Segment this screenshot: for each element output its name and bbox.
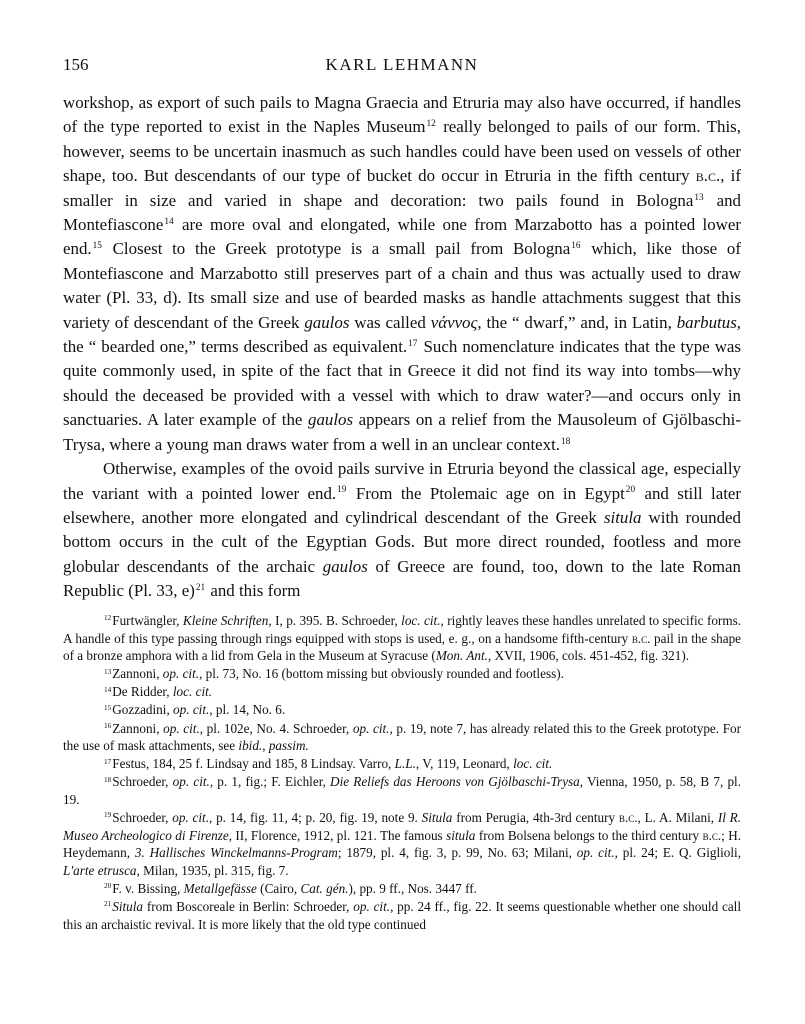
note-ref[interactable]: 16 bbox=[571, 241, 581, 252]
paragraph-1: workshop, as export of such pails to Magna Graecia and Etruria may also have occurred, if handles of the type reported to exist in the Naples Museum$^{12}$ really belonged to pails of our form. This, however, seems to be uncertain inasmuch as such handles could have been used on vessels of other shape, too. But descendants of our type of bucket do occur in Etruria in the fifth century b.c., if smaller in size and varied in shape and decoration: two pails found in Bologna$^{13}$ and Montefiascone$^{14}$ are more oval and elongated, while one from Marzabotto has a pointed lower end.$^{15}$ Closest to the Greek prototype is a small pail from Bologna$^{16}$ which, like those of Montefiascone and Marzabotto still preserves part of a chain and thus was actually used to draw water (Pl. 33, d). Its small size and use of bearded masks as handle attachments suggest that this variety of descendant of the Greek gaulos was called νάννος, the “ dwarf,” and, in Latin, barbutus, the “ bearded one,” terms described as equivalent.$^{17}$ Such nomenclature indicates that the type was quite commonly used, in spite of the fact that in Greece it did not find its way into tombs—why should the deceased be provided with a vessel with which to draw water?—and occurs only in sanctuaries. A later example of the gaulos appears on a relief from the Mausoleum of Gjölbaschi-Trysa, where a young man draws water from a well in an unclear context.$^{18}$ bbox=[63, 93, 742, 454]
note-ref[interactable]: 17 bbox=[408, 339, 418, 350]
note-ref[interactable]: 15 bbox=[92, 241, 102, 252]
note-ref[interactable]: 20 bbox=[625, 485, 636, 496]
footnote-14: $^{14}$De Ridder, loc. cit. bbox=[104, 684, 213, 700]
note-ref[interactable]: 19 bbox=[337, 485, 347, 496]
note-ref[interactable]: 18 bbox=[561, 436, 571, 447]
page-number: 156 bbox=[63, 55, 89, 74]
footnote-21: $^{21}$Situla from Boscoreale in Berlin: Schroeder, op. cit., pp. 24 ff., fig. 22. It seems questionable whether one should call this an archaistic revival. It is more likely that the old type continued bbox=[63, 899, 742, 932]
main-text bbox=[63, 91, 741, 604]
footnote-12: $^{12}$Furtwängler, Kleine Schriften, I, p. 395. B. Schroeder, loc. cit., rightly leaves these handles unrelated to specific forms. A handle of this type passing through rings equipped with stops is used, e. g., on a handsome fifth-century b.c. pail in the shape of a bronze amphora with a lid from Gela in the Museum at Syracuse (Mon. Ant., XVII, 1906, cols. 451-452, fig. 321). bbox=[63, 613, 742, 664]
footnote-19: $^{19}$Schroeder, op. cit., p. 14, fig. 11, 4; p. 20, fig. 19, note 9. Situla from Perugia, 4th-3rd century b.c., L. A. Milani, Il R. Museo Archeologico di Firenze, II, Florence, 1912, pl. 121. The famous situla from Bolsena belongs to the third century b.c.; H. Heydemann, 3. Hallisches Winckelmanns-Program; 1879, pl. 4, fig. 3, p. 99, No. 63; Milani, op. cit., pl. 24; E. Q. Giglioli, L'arte etrusca, Milan, 1935, pl. 315, fig. 7. bbox=[63, 810, 742, 878]
footnote-13: $^{13}$Zannoni, op. cit., pl. 73, No. 16 (bottom missing but obviously rounded and footless). bbox=[104, 666, 564, 682]
footnote-20: $^{20}$F. v. Bissing, Metallgefässe (Cairo, Cat. gén.), pp. 9 ff., Nos. 3447 ff. bbox=[104, 880, 477, 896]
paragraph-2: Otherwise, examples of the ovoid pails survive in Etruria beyond the classical age, especially the variant with a pointed lower end.$^{19}$ From the Ptolemaic age on in Egypt$^{20}$ and still later elsewhere, another more elongated and cylindrical descendant of the Greek situla with rounded bottom occurs in the cult of the Egyptian Gods. But more direct rounded, footless and more globular descendants of the archaic gaulos of Greece are found, too, down to the late Roman Republic (Pl. 33, e)$^{21}$ and this form bbox=[63, 459, 742, 601]
footnote-17: $^{17}$Festus, 184, 25 f. Lindsay and 185, 8 Lindsay. Varro, L.L., V, 119, Leonard, loc. cit. bbox=[104, 756, 553, 772]
footnote-15: $^{15}$Gozzadini, op. cit., pl. 14, No. 6. bbox=[104, 702, 286, 718]
note-ref[interactable]: 13 bbox=[694, 192, 704, 203]
running-head: KARL LEHMANN bbox=[325, 55, 479, 74]
page-header bbox=[63, 55, 741, 77]
footnote-16: $^{16}$Zannoni, op. cit., pl. 102e, No. 4. Schroeder, op. cit., p. 19, note 7, has already related this to the Greek prototype. For the use of mask attachments, see ibid., passim. bbox=[63, 720, 742, 754]
footnote-18: $^{18}$Schroeder, op. cit., p. 1, fig.; F. Eichler, Die Reliefs das Heroons von Gjölbaschi-Trysa, Vienna, 1950, p. 58, B 7, pl. 19. bbox=[63, 774, 742, 807]
note-ref[interactable]: 12 bbox=[426, 119, 436, 130]
footnotes bbox=[63, 612, 741, 934]
note-ref[interactable]: 21 bbox=[195, 583, 206, 594]
note-ref[interactable]: 14 bbox=[164, 217, 174, 227]
